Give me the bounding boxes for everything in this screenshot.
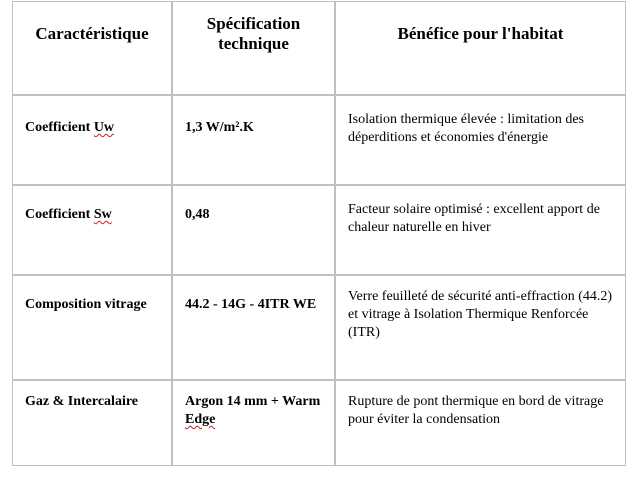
table-row [12, 275, 626, 380]
characteristic-text [13, 186, 171, 224]
characteristic-prefix: Coefficient [25, 207, 94, 222]
benefit-text: Isolation thermique élevée : limitation des déperditions et économies d'énergie [348, 112, 584, 145]
specification-text: 44.2 - 14G - 4ITR WE [185, 297, 317, 312]
benefit-cell [335, 95, 626, 185]
spellcheck-flagged-word: Uw [93, 120, 115, 135]
table-row [12, 95, 626, 185]
characteristic-prefix: Coefficient [25, 120, 94, 135]
spellcheck-flagged-word: Edge [185, 412, 216, 427]
header-characteristic [12, 1, 172, 95]
characteristic-text: Composition vitrage [25, 297, 147, 312]
header-benefit-text: Bénéfice pour l'habitat [397, 24, 564, 43]
header-specification [172, 1, 335, 95]
characteristic-cell [12, 275, 172, 380]
characteristic-cell [12, 185, 172, 275]
header-characteristic-text: Caractéristique [35, 24, 149, 43]
specification-text [173, 381, 334, 429]
specification-cell [172, 185, 335, 275]
benefit-text: Verre feuilleté de sécurité anti-effraction (44.2) et vitrage à Isolation Thermique Renforcée (ITR) [348, 289, 613, 340]
characteristic-cell [12, 95, 172, 185]
spellcheck-flagged-word: Sw [93, 207, 112, 222]
specification-text: 0,48 [185, 207, 210, 222]
specification-cell [172, 275, 335, 380]
specification-cell [172, 95, 335, 185]
header-benefit [335, 1, 626, 95]
characteristic-cell [12, 380, 172, 466]
benefit-text: Rupture de pont thermique en bord de vitrage pour éviter la condensation [348, 394, 604, 427]
specification-cell [172, 380, 335, 466]
header-specification-text: Spécification technique [206, 14, 301, 53]
benefit-cell [335, 380, 626, 466]
characteristic-text [13, 96, 171, 137]
specification-prefix: Argon 14 mm + Warm [185, 394, 321, 409]
specification-table [12, 1, 626, 466]
table-row [12, 380, 626, 466]
characteristic-text: Gaz & Intercalaire [25, 394, 139, 409]
specification-text: 1,3 W/m².K [185, 120, 254, 135]
benefit-cell [335, 275, 626, 380]
benefit-text: Facteur solaire optimisé : excellent apport de chaleur naturelle en hiver [348, 202, 600, 235]
header-row [12, 1, 626, 95]
benefit-cell [335, 185, 626, 275]
table-row [12, 185, 626, 275]
